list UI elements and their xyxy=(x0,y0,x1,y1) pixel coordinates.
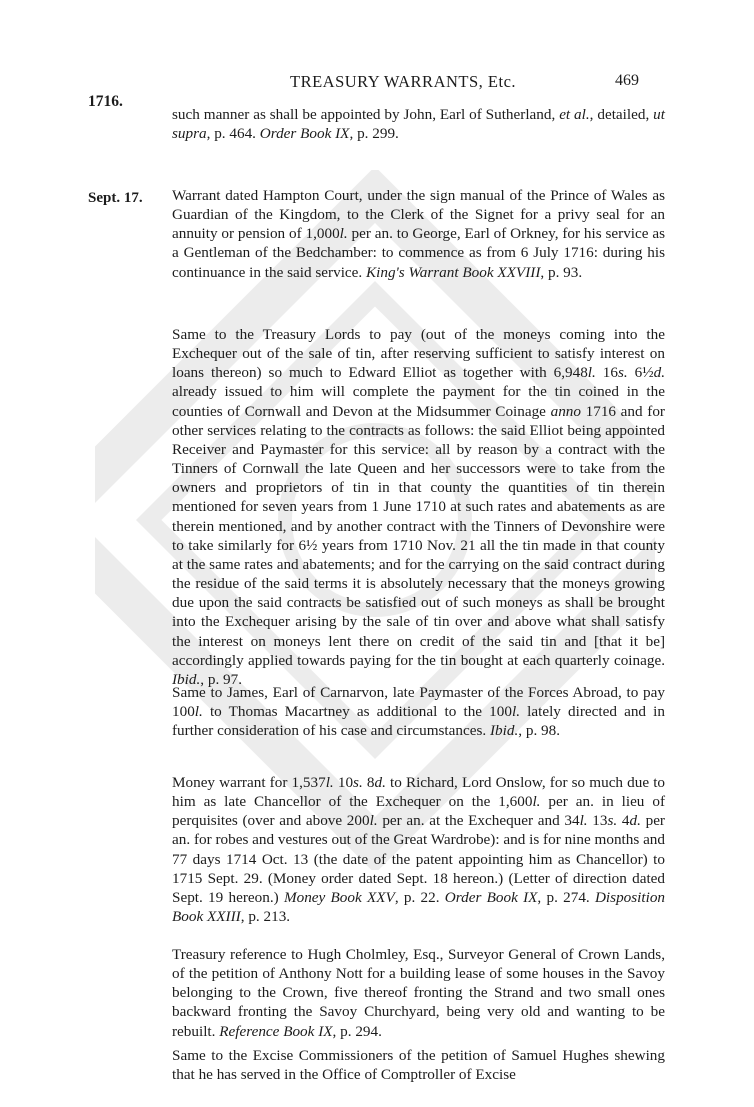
running-head xyxy=(0,72,754,92)
margin-year: 1716. xyxy=(88,93,123,110)
paragraph-cholmley-reference: Treasury reference to Hugh Cholmley, Esq., Surveyor General of Crown Lands, of the petition of Anthony Nott for a building lease of some houses in the Savoy belonging to the Crown, five thereof fronting the Strand and two small ones backward fronting the Savoy Churchyard, being very old and wanting to be rebuilt. Reference Book IX, p. 294. xyxy=(172,946,665,1040)
paragraph-onslow-money-warrant: Money warrant for 1,537l. 10s. 8d. to Richard, Lord Onslow, for so much due to him as late Chancellor of the Exchequer on the 1,600l. per an. in lieu of perquisites (over and above 200l. per an. at the Exchequer and 34l. 13s. 4d. per an. for robes and vestures out of the Great Wardrobe): and is for nine months and 77 days 1714 Oct. 13 (the date of the patent appointing him as Chancellor) to 1715 Sept. 29. (Money order dated Sept. 18 hereon.) (Letter of direction dated Sept. 19 hereon.) Money Book XXV, p. 22. Order Book IX, p. 274. Disposition Book XXIII, p. 213. xyxy=(172,774,666,926)
running-head-title: TREASURY WARRANTS, Etc. xyxy=(290,72,517,91)
paragraph-carnarvon: Same to James, Earl of Carnarvon, late Paymaster of the Forces Abroad, to pay 100l. to Thomas Macartney as additional to the 100l. lately directed and in further consideration of his case and circumstances. Ibid., p. 98. xyxy=(172,684,665,740)
margin-date: Sept. 17. xyxy=(88,190,143,206)
paragraph-hughes-petition: Same to the Excise Commissioners of the petition of Samuel Hughes shewing that he has served in the Office of Comptroller of Excise xyxy=(172,1047,665,1084)
paragraph-tin-payment: Same to the Treasury Lords to pay (out of the moneys coming into the Exchequer out of the sale of tin, after reserving sufficient to satisfy interest on loans thereon) so much to Edward Elliot as together with 6,948l. 16s. 6½d. already issued to him will complete the payment for the tin coined in the counties of Cornwall and Devon at the Midsummer Coinage anno 1716 and for other services relating to the contracts as follows: the said Elliot being appointed Receiver and Paymaster for this service: all by reason by a contract with the Tinners of Cornwall the late Queen and her successors were to take from the owners and proprietors of tin in that county the quantities of tin therein mentioned for seven years from 1 June 1710 at such rates and abatements as are therein mentioned, and by another contract with the Tinners of Devonshire were to take similarly for 6½ years from 1710 Nov. 21 all the tin made in that county at the same rates and abatements; and for the carrying on the said contract during the residue of the said terms it is absolutely necessary that the moneys growing due upon the said contracts be satisfied out of such moneys as shall be brought into the Exchequer arising by the sale of tin over and above what shall satisfy the interest on moneys lent there on credit of the said tin and [that it be] accordingly applied towards paying for the tin bought at each quarterly coinage. Ibid., p. 97. xyxy=(172,326,666,688)
paragraph-orkney-warrant: Warrant dated Hampton Court, under the sign manual of the Prince of Wales as Guardian of the Kingdom, to the Clerk of the Signet for a privy seal for an annuity or pension of 1,000l. per an. to George, Earl of Orkney, for his service as a Gentleman of the Bedchamber: to commence as from 6 July 1716: during his continuance in the said service. King's Warrant Book XXVIII, p. 93. xyxy=(172,187,665,281)
paragraph-continued: such manner as shall be appointed by John, Earl of Sutherland, et al., detailed, ut supra, p. 464. Order Book IX, p. 299. xyxy=(172,106,665,143)
page-number: 469 xyxy=(615,72,639,89)
